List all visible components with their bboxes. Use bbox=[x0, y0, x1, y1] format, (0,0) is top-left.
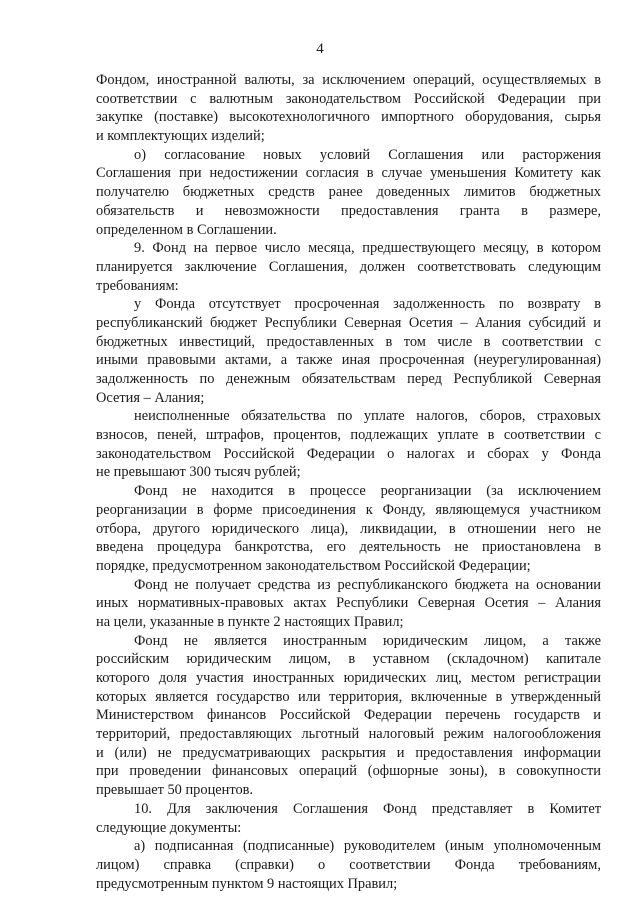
text-line: лицом) справка (справки) о соответствии Фонда требованиям, bbox=[96, 856, 601, 873]
text-line: у Фонда отсутствует просроченная задолженность по возврату в bbox=[134, 296, 601, 313]
text-line: 10. Для заключения Соглашения Фонд представляет в Комитет bbox=[134, 800, 601, 817]
text-line: определенном в Соглашении. bbox=[96, 221, 277, 238]
page-number: 4 bbox=[316, 41, 324, 57]
text-line: планируется заключение Соглашения, должен соответствовать следующим bbox=[96, 258, 601, 275]
text-line: отбора, другого юридического лица), ликвидации, в отношении него не bbox=[96, 520, 601, 537]
text-line: а) подписанная (подписанные) руководителем (иным уполномоченным bbox=[134, 838, 601, 855]
document-body bbox=[96, 71, 601, 893]
text-line: задолженность по денежным обязательствам перед Республикой Северная bbox=[96, 371, 601, 387]
text-line: Осетия – Алания; bbox=[96, 389, 205, 406]
text-line: не превышают 300 тысяч рублей; bbox=[96, 464, 301, 481]
text-line: введена процедура банкротства, его деятельность не приостановлена в bbox=[96, 539, 601, 556]
text-line: неисполненные обязательства по уплате налогов, сборов, страховых bbox=[134, 408, 601, 425]
text-line: реорганизации в форме присоединения к Фонду, являющемуся участником bbox=[96, 501, 601, 518]
text-line: территорий, предоставляющих льготный налоговый режим налогообложения bbox=[96, 726, 601, 743]
text-line: и комплектующих изделий; bbox=[96, 128, 265, 145]
text-line: Фондом, иностранной валюты, за исключением операций, осуществляемых в bbox=[96, 72, 601, 88]
text-line: Фонд не находится в процессе реорганизации (за исключением bbox=[134, 483, 601, 500]
text-line: законодательством Российской Федерации о налогах и сборах у Фонда bbox=[96, 445, 601, 462]
text-line: Министерством финансов Российской Федерации перечень государств и bbox=[96, 707, 601, 724]
text-line: Соглашения при недостижении согласия в случае уменьшения Комитету как bbox=[96, 165, 601, 182]
text-line: которого доля участия иностранных юридических лиц, местом регистрации bbox=[96, 670, 601, 686]
text-line: порядке, предусмотренном законодательством Российской Федерации; bbox=[96, 557, 531, 574]
text-line: иных нормативных-правовых актах Республики Северная Осетия – Алания bbox=[96, 595, 601, 612]
text-line: Фонд не получает средства из республиканского бюджета на основании bbox=[134, 576, 601, 593]
text-line: требованиям: bbox=[96, 277, 179, 294]
text-line: и (или) не предусматривающих раскрытия и предоставления информации bbox=[96, 744, 601, 761]
text-line: при проведении финансовых операций (офшорные зоны), в совокупности bbox=[96, 763, 601, 780]
text-line: закупке (поставке) высокотехнологичного импортного оборудования, сырья bbox=[96, 109, 601, 126]
text-line: предусмотренным пунктом 9 настоящих Правил; bbox=[96, 875, 398, 892]
text-line: Фонд не является иностранным юридическим лицом, а также bbox=[134, 632, 601, 649]
text-line: взносов, пеней, штрафов, процентов, подлежащих уплате в соответствии с bbox=[96, 427, 601, 444]
text-line: обязательств и невозможности предоставления гранта в размере, bbox=[96, 202, 601, 219]
text-line: российским юридическим лицом, в уставном (складочном) капитале bbox=[96, 651, 601, 668]
text-line: республиканский бюджет Республики Северная Осетия – Алания субсидий и bbox=[96, 314, 601, 331]
text-line: соответствии с валютным законодательством Российской Федерации при bbox=[96, 90, 601, 107]
text-line: 9. Фонд на первое число месяца, предшествующего месяцу, в котором bbox=[134, 240, 601, 257]
text-line: которых является государство или территория, включенные в утвержденный bbox=[96, 688, 601, 705]
text-line: о) согласование новых условий Соглашения или расторжения bbox=[134, 146, 601, 163]
text-line: превышает 50 процентов. bbox=[96, 782, 254, 799]
text-line: на цели, указанные в пункте 2 настоящих Правил; bbox=[96, 613, 404, 630]
text-line: бюджетных инвестиций, предоставленных в том числе в соответствии с bbox=[96, 333, 601, 350]
text-line: иными правовыми актами, а также иная просроченная (неурегулированная) bbox=[96, 352, 601, 369]
text-line: получателю бюджетных средств ранее доведенных лимитов бюджетных bbox=[96, 184, 601, 201]
text-line: следующие документы: bbox=[96, 819, 242, 836]
